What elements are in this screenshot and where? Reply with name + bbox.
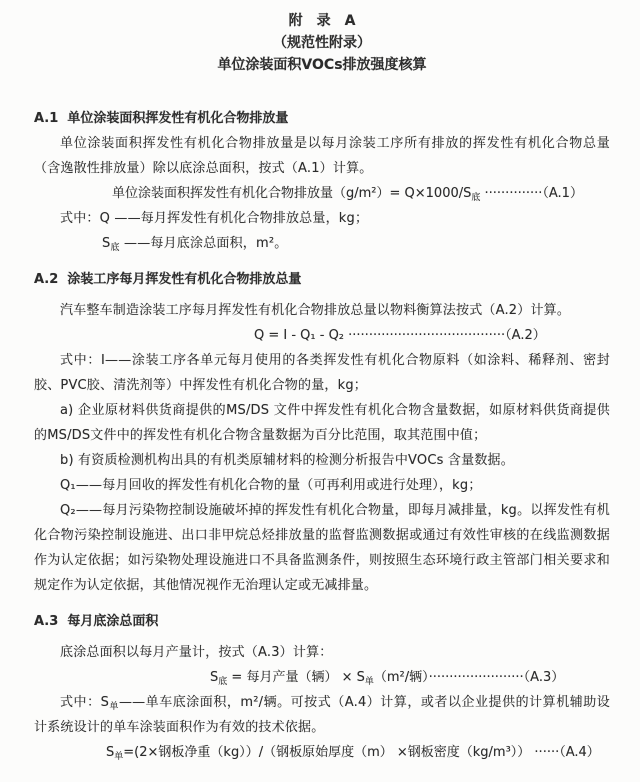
list-item-b: b) 有资质检测机构出具的有机类原辅材料的检测分析报告中VOCs 含量数据。 xyxy=(60,453,514,468)
section-a3-number: A.3 xyxy=(34,614,59,629)
section-a3-heading xyxy=(34,609,610,634)
section-a2-title: 涂装工序每月挥发性有机化合物排放总量 xyxy=(67,272,302,287)
section-a2-number: A.2 xyxy=(34,272,59,287)
appendix-topic-title: 单位涂装面积VOCs排放强度核算 xyxy=(217,57,427,73)
section-a3-title: 每月底涂总面积 xyxy=(67,614,159,629)
where-q1-definition: Q₁——每月回收的挥发性有机化合物的量（可再利用或进行处理），kg； xyxy=(60,478,482,493)
section-a1-paragraph: 单位涂装面积挥发性有机化合物排放量是以每月涂装工序所有排放的挥发性有机化合物总量（含逸散性排放量）除以底涂总面积，按式（A.1）计算。 xyxy=(34,136,610,176)
section-a2-heading xyxy=(34,267,610,292)
appendix-subtitle: （规范性附录） xyxy=(273,35,371,51)
formula-a1: 单位涂装面积挥发性有机化合物排放量$(g/m^2)= Q\times 1000/S_底 \cdot\cdot\cdot\cdot\cdot\cdot\cdot\cdot\cdot\cdot\cdot\cdot\cdot\cdot(A.1)$ xyxy=(112,186,583,203)
section-a1-title: 单位涂装面积挥发性有机化合物排放量 xyxy=(67,111,289,126)
where-s-dan-definition: 式中：$S_单——$单车底涂面积，m²/辆。可按式（A.4）计算，或者以企业提供的计算机辅助设计系统设计的单车涂装面积作为有效的技术依据。 xyxy=(34,695,611,735)
where-s-di-definition: $S_底$ ——每月底涂总面积，m²。 xyxy=(102,236,288,253)
section-a3-paragraph: 底涂总面积以每月产量计，按式（A.3）计算： xyxy=(60,645,333,660)
list-item-a: a) 企业原材料供货商提供的MS/DS 文件中挥发性有机化合物含量数据，如原材料供货商提供的MS/DS文件中的挥发性有机化合物含量数据为百分比范围，取其范围中值； xyxy=(34,403,610,443)
appendix-title: 附 录 A xyxy=(288,13,356,29)
formula-a3: $S_底$ = 每月产量（辆） × $S_单(m^2/$辆）·······················（A.3） xyxy=(210,670,565,687)
where-q-definition: 式中：Q ——每月挥发性有机化合物排放总量，kg； xyxy=(60,211,369,226)
where-q2-definition: Q₂——每月污染物控制设施破坏掉的挥发性有机化合物量，即每月减排量，kg。以挥发性有机化合物污染控制设施进、出口非甲烷总烃排放量的监督监测数据或通过有效性审核的在线监测数据作为认定依据；如污染物处理设施进口不具备监测条件，则按照生态环境行政主管部门相关要求和规定作为认定依据，其他情况视作无治理认定或无减排量。 xyxy=(34,503,610,593)
section-a1-heading xyxy=(34,106,610,131)
formula-a4: $S_单=(2\times$钢板净重（kg））/（钢板原始厚度（m） ×钢板密度（kg/m³）） ······（A.4） xyxy=(106,745,600,762)
formula-a2: Q = I - Q₁ - Q₂ ······································（A.2） xyxy=(254,328,546,343)
section-a1-number: A.1 xyxy=(34,111,59,126)
where-i-definition: 式中：I——涂装工序各单元每月使用的各类挥发性有机化合物原料（如涂料、稀释剂、密封胶、PVC胶、清洗剂等）中挥发性有机化合物的量，kg； xyxy=(34,353,610,393)
section-a2-paragraph: 汽车整车制造涂装工序每月挥发性有机化合物排放总量以物料衡算法按式（A.2）计算。 xyxy=(60,303,571,318)
